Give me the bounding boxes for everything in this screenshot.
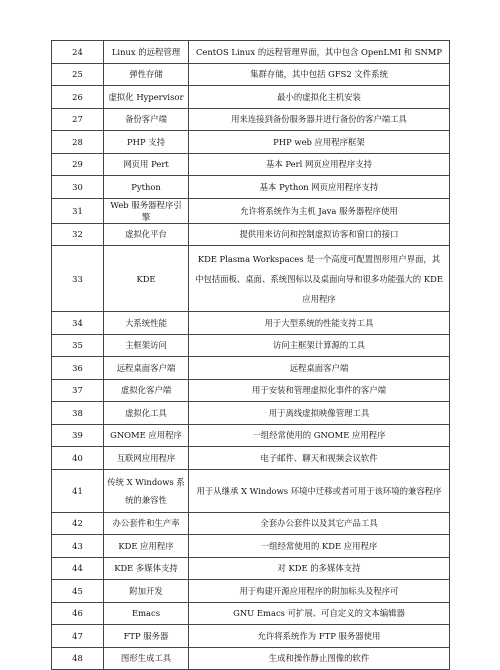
software-group-table xyxy=(51,40,450,670)
row-description: 全套办公套件以及其它产品工具 xyxy=(189,512,450,535)
row-name: 附加开发 xyxy=(104,580,189,603)
row-description: 用于离线虚拟映像管理工具 xyxy=(189,402,450,425)
row-number: 45 xyxy=(52,580,104,603)
row-name: GNOME 应用程序 xyxy=(104,424,189,447)
row-name: Web 服务器程序引擎 xyxy=(104,198,189,223)
row-number: 46 xyxy=(52,602,104,625)
row-description: 访问主框架计算源的工具 xyxy=(189,334,450,357)
table-row xyxy=(52,176,450,199)
row-name: Emacs xyxy=(104,602,189,625)
row-name: 虚拟化 Hypervisor xyxy=(104,86,189,109)
table-top-margin xyxy=(51,0,449,40)
row-name: 备份客户端 xyxy=(104,108,189,131)
row-number: 26 xyxy=(52,86,104,109)
row-name: Python xyxy=(104,176,189,199)
row-number: 27 xyxy=(52,108,104,131)
row-number: 42 xyxy=(52,512,104,535)
table-row xyxy=(52,198,450,223)
table-row xyxy=(52,512,450,535)
table-row xyxy=(52,131,450,154)
row-number: 38 xyxy=(52,402,104,425)
row-name: 虚拟化客户端 xyxy=(104,379,189,402)
row-description: 最小的虚拟化主机安装 xyxy=(189,86,450,109)
row-name: 图形生成工具 xyxy=(104,647,189,670)
row-name: PHP 支持 xyxy=(104,131,189,154)
row-description: 用来连接到备份服务器并进行备份的客户端工具 xyxy=(189,108,450,131)
table-row xyxy=(52,647,450,670)
table-row xyxy=(52,312,450,335)
table-row xyxy=(52,447,450,470)
row-name: FTP 服务器 xyxy=(104,625,189,648)
row-name: Linux 的远程管理 xyxy=(104,41,189,64)
row-name: KDE 应用程序 xyxy=(104,535,189,558)
table-row xyxy=(52,625,450,648)
row-description: 用于安装和管理虚拟化事件的客户端 xyxy=(189,379,450,402)
row-description: 允许将系统作为 FTP 服务器使用 xyxy=(189,625,450,648)
row-number: 48 xyxy=(52,647,104,670)
row-name: 弹性存储 xyxy=(104,63,189,86)
row-number: 24 xyxy=(52,41,104,64)
row-description: KDE Plasma Workspaces 是一个高度可配置图形用户界面，其中包括面板、桌面、系统图标以及桌面向导和很多功能强大的 KDE 应用程序 xyxy=(189,246,450,312)
row-number: 31 xyxy=(52,198,104,223)
row-number: 28 xyxy=(52,131,104,154)
row-number: 34 xyxy=(52,312,104,335)
table-row xyxy=(52,357,450,380)
row-description: PHP web 应用程序框架 xyxy=(189,131,450,154)
table-row xyxy=(52,602,450,625)
row-description: 提供用来访问和控制虚拟访客和窗口的接口 xyxy=(189,223,450,246)
row-name: 大系统性能 xyxy=(104,312,189,335)
row-number: 32 xyxy=(52,223,104,246)
row-description: 用于从继承 X Windows 环境中迁移或者可用于该环境的兼容程序 xyxy=(189,469,450,512)
row-description: 对 KDE 的多媒体支持 xyxy=(189,557,450,580)
row-number: 30 xyxy=(52,176,104,199)
row-number: 25 xyxy=(52,63,104,86)
row-number: 37 xyxy=(52,379,104,402)
row-name: 虚拟化工具 xyxy=(104,402,189,425)
table-row xyxy=(52,108,450,131)
table-row xyxy=(52,246,450,312)
row-description: 电子邮件、聊天和视频会议软件 xyxy=(189,447,450,470)
row-number: 39 xyxy=(52,424,104,447)
row-number: 40 xyxy=(52,447,104,470)
table-row xyxy=(52,557,450,580)
row-number: 33 xyxy=(52,246,104,312)
row-name: 互联网应用程序 xyxy=(104,447,189,470)
row-name: 传统 X Windows 系统的兼容性 xyxy=(104,469,189,512)
row-description: 用于大型系统的性能支持工具 xyxy=(189,312,450,335)
row-description: 允许将系统作为主机 Java 服务器程序使用 xyxy=(189,198,450,223)
row-name: 虚拟化平台 xyxy=(104,223,189,246)
row-number: 41 xyxy=(52,469,104,512)
row-name: KDE xyxy=(104,246,189,312)
table-row xyxy=(52,535,450,558)
table-row xyxy=(52,379,450,402)
row-description: 生成和操作静止图像的软件 xyxy=(189,647,450,670)
row-name: 网页用 Pert xyxy=(104,153,189,176)
table-row xyxy=(52,153,450,176)
row-name: 办公套件和生产率 xyxy=(104,512,189,535)
row-description: CentOS Linux 的远程管理界面，其中包含 OpenLMI 和 SNMP xyxy=(189,41,450,64)
table-row xyxy=(52,41,450,64)
row-number: 35 xyxy=(52,334,104,357)
table-row xyxy=(52,63,450,86)
row-number: 47 xyxy=(52,625,104,648)
row-number: 43 xyxy=(52,535,104,558)
table-row xyxy=(52,86,450,109)
table-row xyxy=(52,580,450,603)
table-body xyxy=(52,41,450,670)
row-name: 远程桌面客户端 xyxy=(104,357,189,380)
table-row xyxy=(52,223,450,246)
row-name: KDE 多媒体支持 xyxy=(104,557,189,580)
row-number: 36 xyxy=(52,357,104,380)
row-description: 用于构建开源应用程序的附加标头及程序可 xyxy=(189,580,450,603)
row-number: 29 xyxy=(52,153,104,176)
table-row xyxy=(52,402,450,425)
row-name: 主框架访问 xyxy=(104,334,189,357)
table-row xyxy=(52,424,450,447)
row-description: 基本 Perl 网页应用程序支持 xyxy=(189,153,450,176)
table-row xyxy=(52,469,450,512)
table-row xyxy=(52,334,450,357)
row-number: 44 xyxy=(52,557,104,580)
row-description: 远程桌面客户端 xyxy=(189,357,450,380)
row-description: 一组经常使用的 KDE 应用程序 xyxy=(189,535,450,558)
row-description: 基本 Python 网页应用程序支持 xyxy=(189,176,450,199)
row-description: 集群存储，其中包括 GFS2 文件系统 xyxy=(189,63,450,86)
row-description: GNU Emacs 可扩展、可自定义的文本编辑器 xyxy=(189,602,450,625)
row-description: 一组经常使用的 GNOME 应用程序 xyxy=(189,424,450,447)
